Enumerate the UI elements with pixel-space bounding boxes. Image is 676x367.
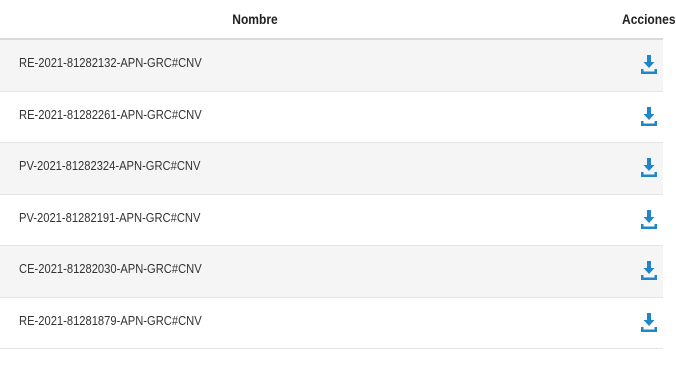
- table-header: [0, 0, 676, 40]
- document-name: RE-2021-81282132-APN-GRC#CNV: [19, 55, 202, 70]
- table-row: [0, 40, 663, 92]
- column-header-acciones: Acciones: [622, 11, 676, 27]
- table-row: [0, 92, 663, 144]
- table-row: [0, 298, 663, 350]
- table-row: [0, 143, 663, 195]
- document-name: CE-2021-81282030-APN-GRC#CNV: [19, 261, 202, 276]
- download-icon[interactable]: [640, 55, 658, 75]
- table-row: [0, 246, 663, 298]
- download-icon[interactable]: [640, 313, 658, 333]
- download-icon[interactable]: [640, 158, 658, 178]
- download-icon[interactable]: [640, 107, 658, 127]
- download-icon[interactable]: [640, 210, 658, 230]
- column-header-nombre: Nombre: [232, 11, 278, 27]
- document-name: PV-2021-81282191-APN-GRC#CNV: [19, 209, 201, 225]
- document-name: PV-2021-81282324-APN-GRC#CNV: [19, 158, 201, 173]
- download-icon[interactable]: [640, 261, 658, 281]
- document-name: RE-2021-81281879-APN-GRC#CNV: [19, 312, 202, 328]
- document-name: RE-2021-81282261-APN-GRC#CNV: [19, 106, 202, 122]
- table-row: [0, 195, 663, 247]
